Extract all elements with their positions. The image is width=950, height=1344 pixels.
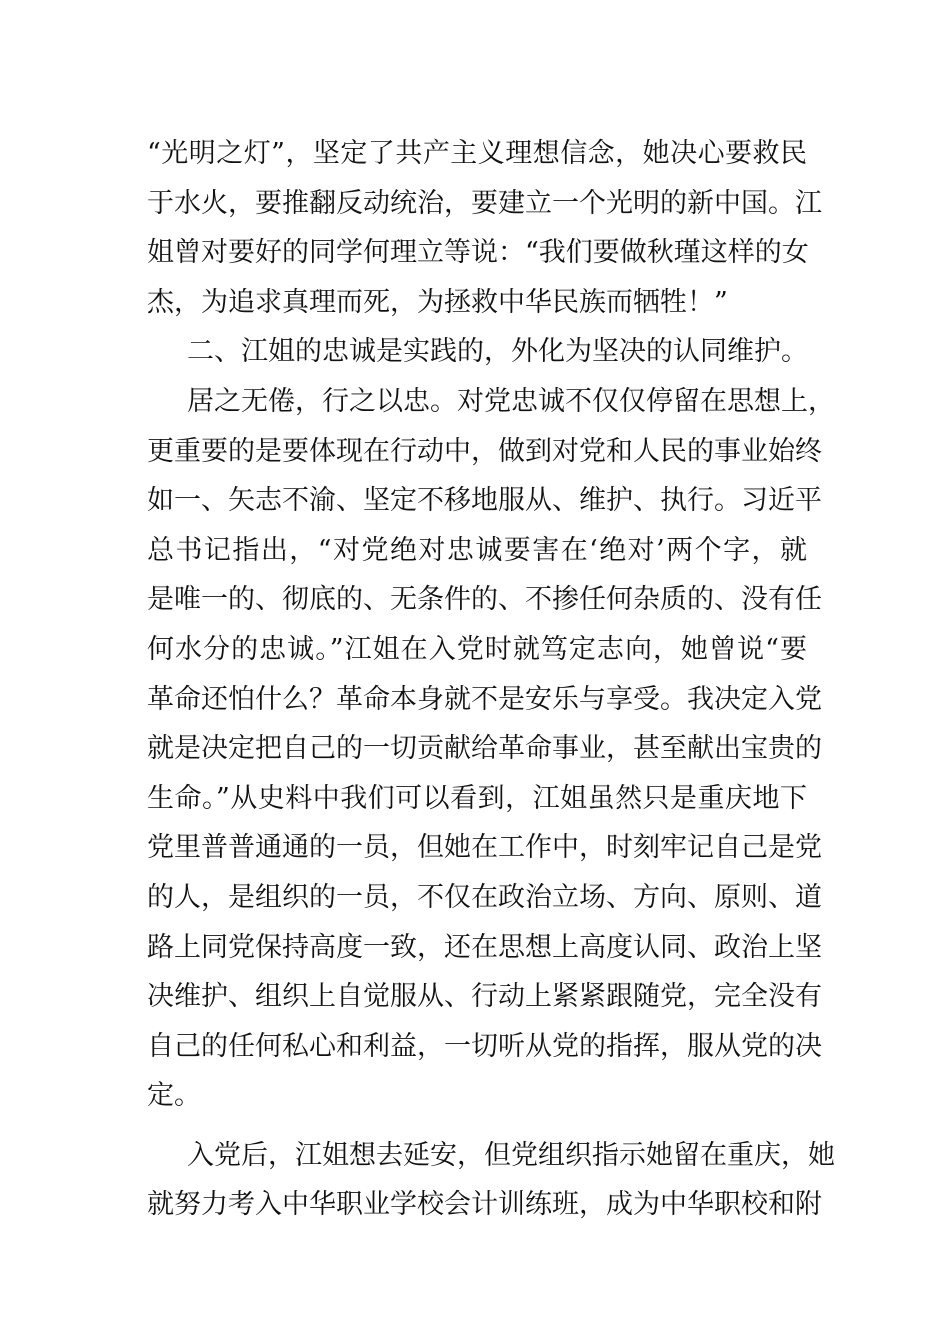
paragraph-4-line-1: 入党后，江姐想去延安，但党组织指示她留在重庆，她 bbox=[187, 1139, 835, 1171]
section-heading-2: 二、江姐的忠诚是实践的，外化为坚决的认同维护。 bbox=[187, 336, 808, 368]
paragraph-3-line-1: 居之无倦，行之以忠。对党忠诚不仅仅停留在思想上， bbox=[187, 385, 835, 417]
paragraph-3-line-13: 决维护、组织上自觉服从、行动上紧紧跟随党，完全没有 bbox=[147, 981, 822, 1013]
paragraph-4-line-2: 就努力考入中华职业学校会计训练班，成为中华职校和附 bbox=[147, 1189, 822, 1221]
paragraph-3-line-10: 党里普普通通的一员，但她在工作中，时刻牢记自己是党 bbox=[147, 832, 822, 864]
paragraph-3-line-9: 生命。”从史料中我们可以看到，江姐虽然只是重庆地下 bbox=[147, 782, 807, 814]
paragraph-3-line-3: 如一、矢志不渝、坚定不移地服从、维护、执行。习近平 bbox=[147, 485, 822, 517]
paragraph-3-line-12: 路上同党保持高度一致，还在思想上高度认同、政治上坚 bbox=[147, 931, 822, 963]
paragraph-3-line-4: 总书记指出，“对党绝对忠诚要害在‘绝对’两个字，就 bbox=[147, 534, 807, 566]
paragraph-3-line-15: 定。 bbox=[147, 1080, 201, 1112]
paragraph-3-line-5: 是唯一的、彻底的、无条件的、不掺任何杂质的、没有任 bbox=[147, 584, 822, 616]
paragraph-3-line-6: 何水分的忠诚。”江姐在入党时就笃定志向，她曾说“要 bbox=[147, 633, 807, 665]
paragraph-3-line-8: 就是决定把自己的一切贡献给革命事业，甚至献出宝贵的 bbox=[147, 733, 822, 765]
paragraph-3-line-2: 更重要的是要体现在行动中，做到对党和人民的事业始终 bbox=[147, 435, 822, 467]
paragraph-3-line-14: 自己的任何私心和利益，一切听从党的指挥，服从党的决 bbox=[147, 1030, 822, 1062]
paragraph-3-line-7: 革命还怕什么？革命本身就不是安乐与享受。我决定入党 bbox=[147, 683, 822, 715]
document-body bbox=[147, 129, 835, 1230]
paragraph-1-line-2: 于水火，要推翻反动统治，要建立一个光明的新中国。江 bbox=[147, 187, 822, 219]
paragraph-1-line-3: 姐曾对要好的同学何理立等说：“我们要做秋瑾这样的女 bbox=[147, 237, 809, 269]
paragraph-1-line-1: “光明之灯”，坚定了共产主义理想信念，她决心要救民 bbox=[147, 138, 807, 169]
paragraph-1-line-4: 杰，为追求真理而死，为拯救中华民族而牺牲！” bbox=[147, 286, 728, 318]
paragraph-spacer bbox=[147, 1121, 807, 1131]
paragraph-3-line-11: 的人，是组织的一员，不仅在政治立场、方向、原则、道 bbox=[147, 881, 822, 913]
